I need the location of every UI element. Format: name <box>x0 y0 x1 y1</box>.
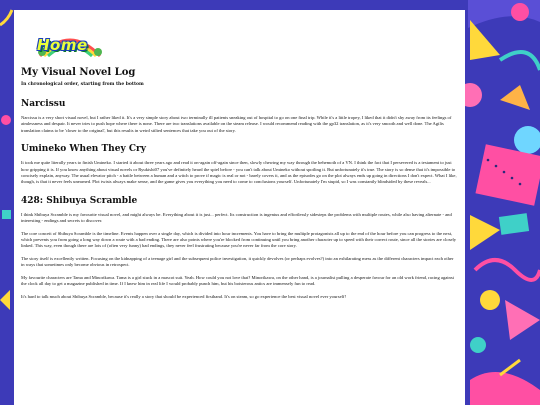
section-paragraph: It's hard to talk much about Shibuya Scramble, because it's really a story that should be experienced firsthand. It's on steam, so go experience the best visual novel ever yourself! <box>21 293 346 299</box>
home-logo-link[interactable] <box>34 30 106 60</box>
section-umineko <box>21 144 458 186</box>
section-heading: Umineko When They Cry <box>21 144 146 155</box>
page-title: My Visual Novel Log <box>21 67 136 78</box>
page-subtitle: In chronological order, starting from the bottom <box>21 82 144 87</box>
section-paragraph: My favourite characters are Tama and Minorikawa. Tama is a girl stuck in a mascot suit. Yeah. How could you not love that? Minorikawa, on the other hand, is a journalist pulling a desperate favour for an old work friend, racing against the clock all day to get a magazine published in time. If I knew him in real life I would probably punch him, but his boisterous antics are immensely fun to read. <box>21 274 454 287</box>
section-paragraph: Narcissu is a very short visual novel, but I rather liked it. It's a very simple story about two terminally ill patients sneaking out of hospital to go on one final trip. While it's a little tropey, I liked that it didn't shy away from its feelings of aimlessness and despair. It never tries to push hope where there is none. There are two translations available on the steam release. I would recommend reading with the gp32 translation, as it's very smooth and well done. The Agilis translation claims to be 'closer to the original', but this results in weird stilted sentences that take you out of the story. <box>21 115 452 133</box>
content-page <box>14 10 465 405</box>
section-paragraph: It took me quite literally years to finish Umineko. I started it about three years ago and read it on-again off-again since then, slowly chewing my way through the behemoth of a VN. I think the fact that I persevered is a testament to just how gripping it is. If you know anything about visual novels or Ryukishi07 you've definitely heard the spiel before - you can't talk about Umineko without spoiling it. But unfortunately it's true. The story is so dense that it's impossible to concisely explain, anyway. The usual elevator pitch - a battle between a human and a witch to prove if magic is real or not - barely covers it, and as the episodes go on the plot always ends up going in directions I don't expect. What I like, though, is that it never feels unearned. Plot twists always make sense, and the game gives you everything you need to come to conclusions yourself. Unfortunately I'm stupid, so I was constantly blindsided by these reveals... <box>21 160 457 185</box>
main-content <box>21 67 458 310</box>
section-heading: Narcissu <box>21 99 66 109</box>
section-paragraph: The story itself is excellently written. Focusing on the kidnapping of a teenage girl and the subsequent police investigation, it quickly devolves (or perhaps evolves?) into an exhilarating mess as the different characters impact each other in ways that sometimes only become obvious in retrospect. <box>21 255 454 268</box>
section-paragraph: The core conceit of Shibuya Scramble is the timeline. Events happen over a single day, which is divided into hour increments. You have to bring the multiple protagonists all up to the end of the hour before you can progress to the next, which prevents you from going a long way down a route with a bad ending. There are also points where you're blocked from continuing until you bring another character up to speed with their correct route, since all the stories are closely linked. This way, even though there are lots of (often very funny) bad endings, they never feel frustrating because you're never far from the core story. <box>21 230 457 249</box>
section-shibuya-scramble <box>21 196 458 300</box>
section-paragraph: I think Shibuya Scramble is my favourite visual novel, and might always be. Everything about it is just... perfect. Its construction is ingenius and effortlessly sidesteps the problems with multiple routes, while also having alternate - and interesting - endings and secrets to discover. <box>21 211 452 224</box>
home-label: Home <box>37 36 88 54</box>
section-heading: 428: Shibuya Scramble <box>21 195 138 206</box>
section-narcissu <box>21 99 458 134</box>
